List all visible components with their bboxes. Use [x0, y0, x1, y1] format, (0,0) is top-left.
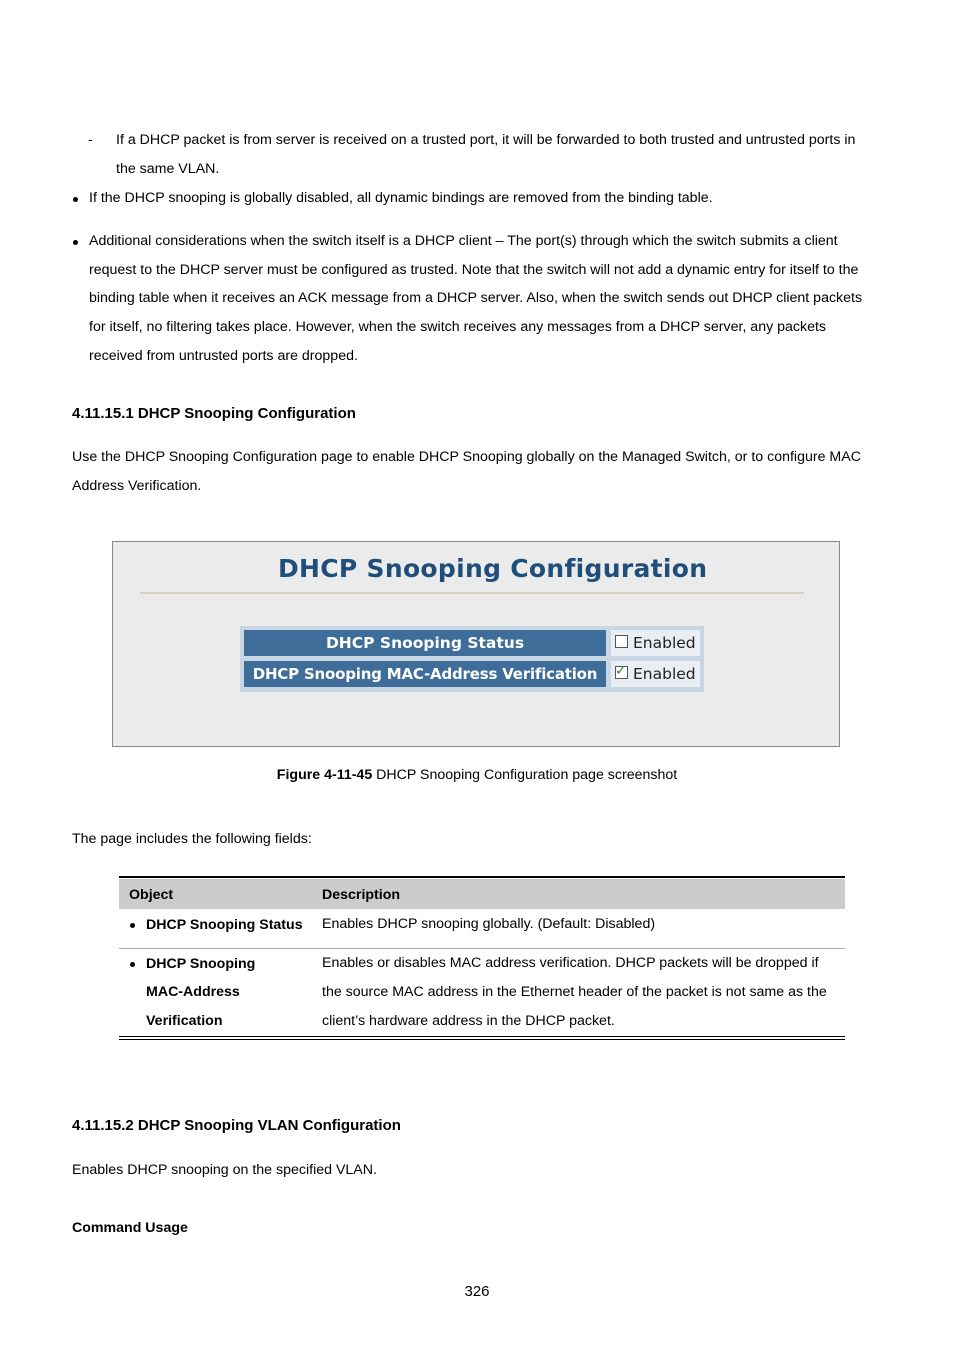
section-1-body-line-1: Use the DHCP Snooping Configuration page to enable DHCP Snooping globally on the Managed Switch, or to configure MAC — [72, 449, 861, 465]
figure-caption — [0, 766, 954, 784]
table-row-divider — [119, 948, 845, 949]
table-row-2-description-line-3: client’s hardware address in the DHCP packet. — [322, 1013, 615, 1029]
dash-item-line-1: If a DHCP packet is from server is received on a trusted port, it will be forwarded to both trusted and untrusted ports in — [116, 132, 856, 148]
screenshot-title: DHCP Snooping Configuration — [278, 554, 708, 583]
section-1-body-line-2: Address Verification. — [72, 478, 202, 494]
table-header-description: Description — [322, 887, 401, 903]
status-checkbox[interactable] — [615, 635, 628, 648]
section-heading-2: 4.11.15.2 DHCP Snooping VLAN Configuration — [72, 1117, 401, 1134]
table-top-rule — [119, 876, 845, 878]
bullet-item-2-line-4: for itself, no filtering takes place. However, when the switch receives any messages from a DHCP server, any packets — [89, 319, 827, 335]
fields-intro: The page includes the following fields: — [72, 831, 312, 847]
dash-marker: - — [88, 132, 93, 148]
command-usage-heading: Command Usage — [72, 1220, 188, 1236]
page-number: 326 — [464, 1283, 490, 1300]
screenshot-figure — [112, 541, 840, 747]
checkmark-icon: ✓ — [615, 663, 627, 679]
table-row-2-object-line-1: DHCP Snooping — [146, 956, 256, 972]
mac-verification-checkbox[interactable] — [615, 663, 628, 679]
table-row-1-description: Enables DHCP snooping globally. (Default: Disabled) — [322, 916, 656, 932]
bullet-item-2-line-5: received from untrusted ports are dropped. — [89, 348, 358, 364]
table-bottom-rule — [119, 1036, 845, 1037]
bullet-icon — [73, 240, 78, 245]
figure-caption-number: Figure 4-11-45 — [276, 767, 373, 783]
bullet-item-2-line-1: Additional considerations when the switch itself is a DHCP client – The port(s) through which the switch submits a client — [89, 233, 838, 249]
table-row-2-description-line-1: Enables or disables MAC address verification. DHCP packets will be dropped if — [322, 955, 819, 971]
table-row-2-description-line-2: the source MAC address in the Ethernet header of the packet is not same as the — [322, 984, 827, 1000]
table-header-row — [119, 879, 845, 909]
figure-caption-text: DHCP Snooping Configuration page screenshot — [372, 767, 678, 783]
dash-item-line-2: the same VLAN. — [116, 161, 220, 177]
status-checkbox-label: Enabled — [633, 634, 696, 652]
table-row-2-object-line-2: MAC-Address — [146, 984, 240, 1000]
section-heading-1: 4.11.15.1 DHCP Snooping Configuration — [72, 405, 356, 422]
table-bottom-rule — [119, 1039, 845, 1040]
bullet-item-2-line-3: binding table when it receives an ACK message from a DHCP server. Also, when the switch sends out DHCP client packets — [89, 290, 863, 306]
mac-verification-label: DHCP Snooping MAC-Address Verification — [244, 661, 606, 687]
screenshot-divider — [140, 592, 804, 594]
bullet-icon — [130, 962, 135, 967]
status-label: DHCP Snooping Status — [244, 630, 606, 656]
screenshot-settings-table — [240, 626, 704, 692]
bullet-icon — [130, 923, 135, 928]
section-2-body: Enables DHCP snooping on the specified VLAN. — [72, 1162, 377, 1178]
status-value-cell — [611, 630, 700, 656]
table-row-2-object-line-3: Verification — [146, 1013, 223, 1029]
bullet-icon — [73, 197, 78, 202]
bullet-item-1: If the DHCP snooping is globally disabled, all dynamic bindings are removed from the binding table. — [89, 190, 713, 206]
mac-verification-checkbox-label: Enabled — [633, 665, 696, 683]
table-header-object: Object — [129, 887, 174, 903]
bullet-item-2-line-2: request to the DHCP server must be configured as trusted. Note that the switch will not add a dynamic entry for itself to the — [89, 262, 859, 278]
table-row-1-object: DHCP Snooping Status — [146, 917, 303, 933]
mac-verification-value-cell — [611, 661, 700, 687]
